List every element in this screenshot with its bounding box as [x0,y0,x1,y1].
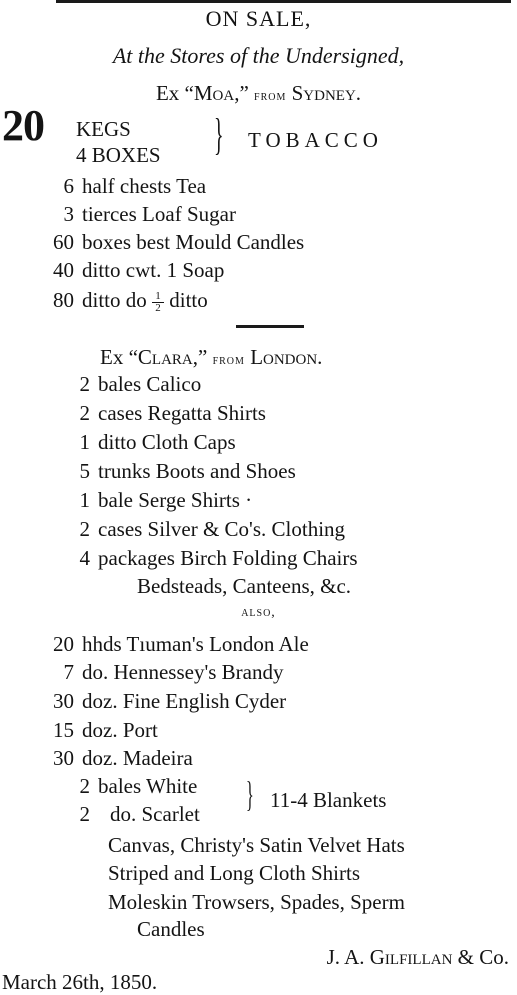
ship-name-clara: Clara [137,345,193,369]
list-item: 4 packages Birch Folding Chairs [79,546,358,570]
tobacco-qty: 20 [2,101,44,150]
list-item-continuation: Bedsteads, Canteens, &c. [137,574,352,598]
misc-line: Canvas, Christy's Satin Velvet Hats [108,833,405,857]
tobacco-label: TOBACCO [248,128,383,152]
ship-clara-line: Ex “Clara,” from London. [100,345,323,369]
list-item: 3 tierces Loaf Sugar [63,202,236,226]
misc-line: Striped and Long Cloth Shirts [108,861,360,885]
heading: ON SALE, [205,6,312,31]
section-divider [236,325,304,328]
list-item: 30 doz. Fine English Cyder [53,689,287,713]
list-item: 1 bale Serge Shirts · [79,488,253,512]
list-item: 5 trunks Boots and Shoes [79,459,296,483]
subheading: At the Stores of the Undersigned, [112,43,405,68]
ship-moa-line: Ex “Moa,” from Sydney. [155,81,362,105]
list-item: 2 cases Silver & Co's. Clothing [79,517,346,541]
misc-continuation: Candles [137,917,205,941]
top-rule [56,0,511,3]
list-item: 60 boxes best Mould Candles [53,230,305,254]
date: March 26th, 1850. [2,970,158,994]
list-item: 7 do. Hennessey's Brandy [63,660,284,684]
list-item: 2 bales Calico [79,372,202,396]
also-label: also, [241,605,276,620]
blankets-scarlet: 2 do. Scarlet [79,802,200,826]
ship-name-moa: Moa [193,81,235,105]
port-sydney: Sydney. [291,81,362,105]
blankets-brace: } [246,774,254,814]
misc-line: Moleskin Trowsers, Spades, Sperm [108,890,405,914]
list-item: 6 half chests Tea [63,174,207,198]
list-item: 2 cases Regatta Shirts [79,401,266,425]
half-fraction: $\frac{1}{2}$ [152,291,164,313]
tobacco-boxes: 4 BOXES [76,143,161,167]
blankets-white: 2 bales White [79,774,198,798]
tobacco-kegs: KEGS [76,117,131,141]
signature: J. A. Gilfillan & Co. [326,945,509,969]
list-item: 40 ditto cwt. 1 Soap [53,258,225,282]
list-item: 80 ditto do $\frac{1}{2}$ ditto [53,288,208,315]
tobacco-brace: } [214,110,224,159]
list-item: 15 doz. Port [53,718,158,742]
port-london: London. [250,345,323,369]
list-item: 30 doz. Madeira [53,746,193,770]
blankets-label: 11-4 Blankets [270,788,387,812]
list-item: 20 hhds Tıuman's London Ale [53,632,309,656]
list-item: 1 ditto Cloth Caps [79,430,236,454]
